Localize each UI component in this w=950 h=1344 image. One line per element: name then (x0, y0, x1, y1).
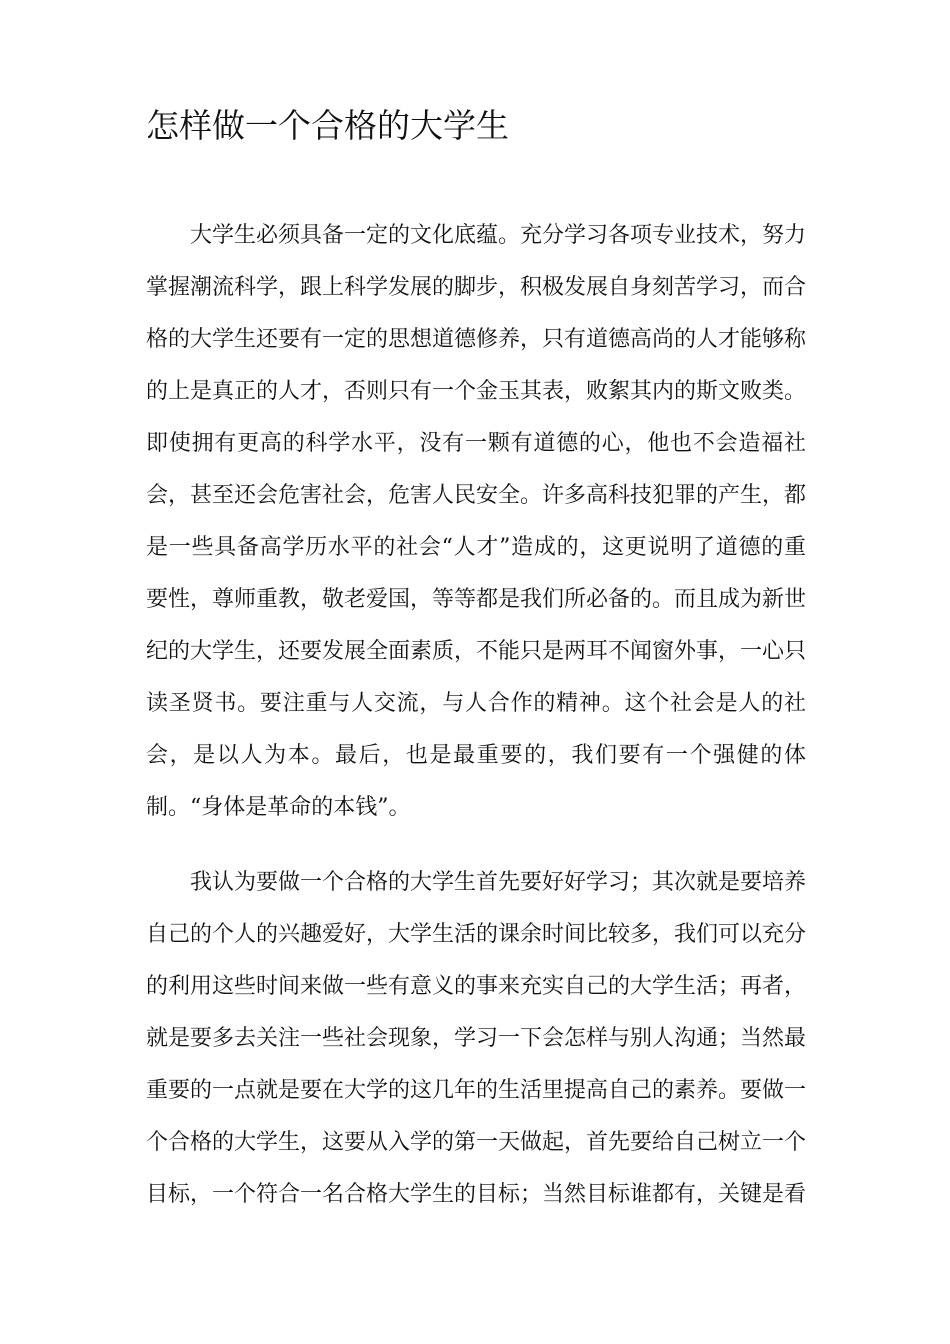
document-title: 怎样做一个合格的大学生 (146, 106, 509, 145)
paragraph-1: 大学生必须具备一定的文化底蕴。充分学习各项专业技术，努力掌握潮流科学，跟上科学发展的脚步，积极发展自身刻苦学习，而合格的大学生还要有一定的思想道德修养，只有道德高尚的人才能够称的上是真正的人才，否则只有一个金玉其表，败絮其内的斯文败类。即使拥有更高的科学水平，没有一颗有道德的心，他也不会造福社会，甚至还会危害社会，危害人民安全。许多高科技犯罪的产生，都是一些具备高学历水平的社会“人才”造成的，这更说明了道德的重要性，尊师重教，敬老爱国，等等都是我们所必备的。而且成为新世纪的大学生，还要发展全面素质，不能只是两耳不闻窗外事，一心只读圣贤书。要注重与人交流，与人合作的精神。这个社会是人的社会，是以人为本。最后，也是最重要的，我们要有一个强健的体制。“身体是革命的本钱”。 (146, 223, 807, 820)
paragraph-2: 我认为要做一个合格的大学生首先要好好学习；其次就是要培养自己的个人的兴趣爱好，大学生活的课余时间比较多，我们可以充分的利用这些时间来做一些有意义的事来充实自己的大学生活；再者，就是要多去关注一些社会现象，学习一下会怎样与别人沟通；当然最重要的一点就是要在大学的这几年的生活里提高自己的素养。要做一个合格的大学生，这要从入学的第一天做起，首先要给自己树立一个目标，一个符合一名合格大学生的目标；当然目标谁都有，关键是看 (146, 870, 807, 1207)
